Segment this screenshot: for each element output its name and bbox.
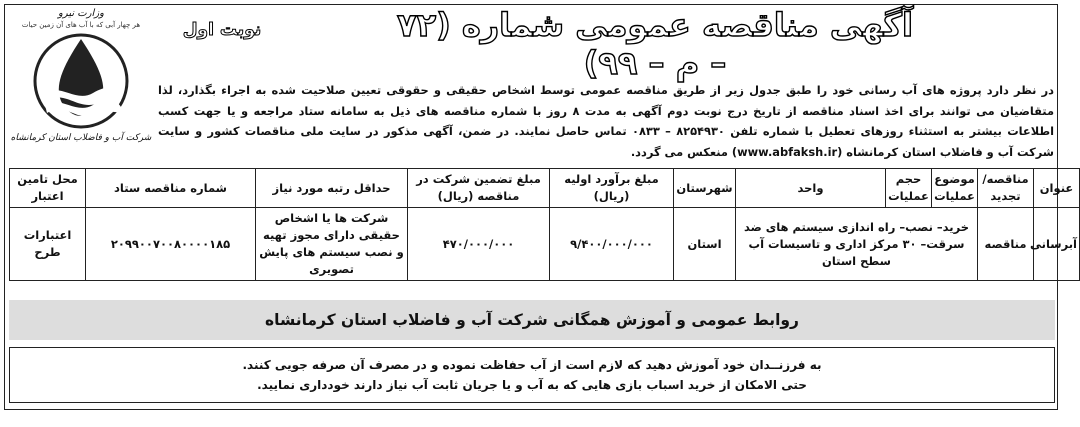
header-guarantee: مبلغ تضمین شرکت در مناقصه (ریال) <box>408 169 550 208</box>
message-line-2: حتی الامکان از خرید اسباب بازی هایی که به آب و یا جریان ثابت آب نیاز دارند خودداری نمایید. <box>257 378 807 392</box>
message-line-1: به فرزنــدان خود آموزش دهید که لازم است از آب حفاظت نموده و در مصرف آن صرفه جویی کنند. <box>242 358 822 372</box>
company-name: شرکت آب و فاضلاب استان کرمانشاه <box>10 133 152 143</box>
ministry-label: وزارت نیرو <box>57 8 104 19</box>
header-op-volume: حجم عملیات <box>886 169 932 208</box>
cell-guarantee: ۴۷۰/۰۰۰/۰۰۰ <box>408 208 550 281</box>
round-label: نوبت اول <box>182 20 262 40</box>
header-tender-renew: مناقصه/ تجدید <box>978 169 1034 208</box>
cell-city: استان <box>674 208 736 281</box>
header-estimate: مبلغ برآورد اولیه (ریال) <box>550 169 674 208</box>
water-saving-message <box>9 347 1055 403</box>
public-relations-bar: روابط عمومی و آموزش همگانی شرکت آب و فاضلاب استان کرمانشاه <box>9 300 1055 340</box>
ad-title: آگهی مناقصه عمومی شماره (۷۲ – م – ۹۹) <box>397 6 913 82</box>
header-setad-no: شماره مناقصه ستاد <box>86 169 256 208</box>
header-funding: محل تامین اعتبار <box>10 169 86 208</box>
header-min-grade: حداقل رتبه مورد نیاز <box>256 169 408 208</box>
intro-paragraph: در نظر دارد پروژه های آب رسانی خود را طبق جدول زیر از طریق مناقصه عمومی توسط اشخاص حقیقی و حقوقی تعیین صلاحیت شده به اجراء بگذارد، لذا متقاضیان می توانند برای اخذ اسناد مناقصه از تاریخ درج نوبت دوم آگهی به مدت ۸ روز با شماره مناقصه های ذیل به سامانه ستاد مراجعه و یا جهت کسب اطلاعات بیشتر به استثناء روزهای تعطیل با شماره تلفن ۸۲۵۴۹۳۰ – ۰۸۳۳ تماس حاصل نمایند. در ضمن، آگهی مذکور در سایت ملی مناقصات کشور و سایت شرکت آب و فاضلاب استان کرمانشاه (www.abfaksh.ir) منعکس می گردد. <box>158 83 1055 159</box>
cell-funding: اعتبارات طرح <box>10 208 86 281</box>
cell-min-grade: شرکت ها یا اشخاص حقیقی دارای مجوز تهیه و نصب سیستم های پایش تصویری <box>256 208 408 281</box>
header-city: شهرستان <box>674 169 736 208</box>
header-unit: واحد <box>736 169 886 208</box>
header-op-subject: موضوع عملیات <box>932 169 978 208</box>
company-logo <box>10 8 152 168</box>
cell-estimate: ۹/۴۰۰/۰۰۰/۰۰۰ <box>550 208 674 281</box>
water-drop-logo-icon <box>31 31 131 131</box>
logo-tagline: هر چهار آبی که با آب های آن زمین حیات <box>21 21 141 29</box>
cell-subject: آبرسانی <box>1034 208 1080 281</box>
tender-table <box>9 168 1080 281</box>
cell-operation: خرید– نصب– راه اندازی سیستم های ضد سرقت– ۳۰ مرکز اداری و تاسیسات آب سطح استان <box>736 208 978 281</box>
header-subject: عنوان <box>1034 169 1080 208</box>
cell-tender-renew: مناقصه <box>978 208 1034 281</box>
table-row <box>10 208 1080 281</box>
table-header-row <box>10 169 1080 208</box>
cell-setad-no: ۲۰۹۹۰۰۷۰۰۸۰۰۰۰۱۸۵ <box>86 208 256 281</box>
